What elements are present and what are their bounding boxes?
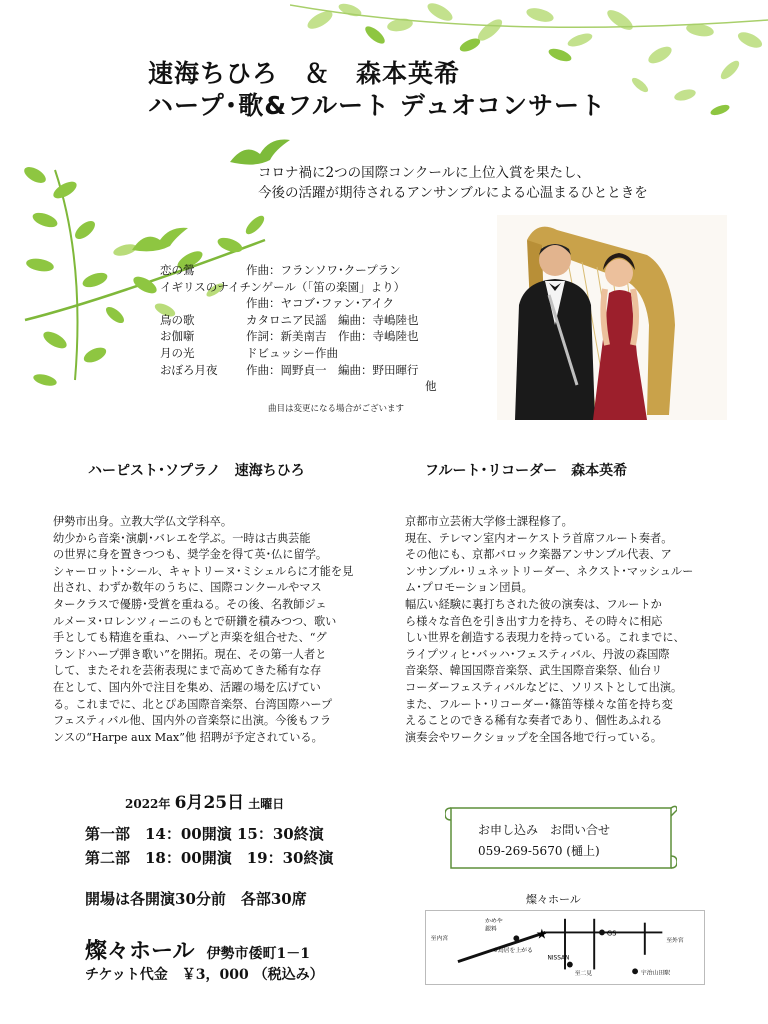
program-item: 月の光 ドビュッシー作曲 — [160, 345, 338, 360]
program-others: 他 — [425, 379, 437, 394]
bio-line: 伊勢市出身。立教大学仏文学科卒。 — [53, 515, 233, 528]
event-year: 2022年 — [125, 797, 171, 811]
bio-harpist — [53, 514, 383, 746]
bio-line: ム･プロモーション団員。 — [405, 581, 533, 595]
ticket-price: チケット代金 ￥3，000 （税込み） — [85, 967, 324, 983]
program-item: 鳥の歌 カタロニア民謡 編曲：寺嶋陸也 — [160, 312, 419, 327]
map-label: 至外宮 — [666, 938, 684, 945]
program-item: イギリスのナイチンゲール（「笛の楽園」より） — [160, 279, 406, 294]
bio-line: 演奏会やワークショップを全国各地で行っている。 — [405, 730, 663, 744]
venue-map — [425, 910, 705, 985]
venue-address: 伊勢市倭町1－1 — [206, 946, 311, 962]
bio-line: 現在、テレマン室内オーケストラ首席フルート奏者。 — [405, 531, 673, 545]
doors-open-info: 開場は各開演30分前 各部30席 — [85, 890, 307, 908]
performer-header-harpist: ハーピスト･ソプラノ 速海ちひろ — [88, 463, 305, 479]
map-label: 銀料 — [485, 926, 497, 933]
contact-label: お申し込み お問い合せ — [478, 823, 611, 837]
schedule — [85, 822, 334, 870]
bio-line: ランドハープ弾き歌い”を開拓。現在、その第一人者と — [53, 647, 327, 661]
bio-line: 出され、わずか数年のうちに、国際コンクールやマス — [53, 581, 322, 595]
bio-line: 京都市立芸術大学修士課程修了。 — [405, 515, 573, 528]
program-item: おぼろ月夜 作曲：岡野貞一 編曲：野田暉行 — [160, 362, 419, 377]
program-item: 作曲：ヤコブ･ファン･アイク — [246, 296, 395, 311]
star-icon: ★ — [535, 926, 549, 943]
contact-info — [478, 820, 610, 862]
bio-line: して、またそれを芸術表現にまで高めてきた稀有な存 — [53, 664, 322, 678]
bio-line: の世界に身を置きつつも、奨学金を得て英･仏に留学。 — [53, 548, 328, 562]
concert-title: ハープ･歌&フルート デュオコンサート — [148, 91, 607, 120]
bio-line: タークラスで優勝･受賞を重ねる。その後、名教師ジェ — [53, 597, 327, 611]
map-label: 至内宮 — [430, 936, 449, 943]
map-title: 燦々ホール — [526, 893, 581, 906]
program-change-note: 曲目は変更になる場合がございます — [268, 404, 405, 414]
bio-line: ンサンブル･リュネットリーダー、ネクスト･マッシュルー — [405, 564, 694, 578]
contact-phone[interactable]: 059-269-5670 (樋上) — [478, 844, 600, 858]
program-item: お伽噺 作詞：新美南吉 作曲：寺嶋陸也 — [160, 329, 419, 344]
bio-line: る。これまでに、北とぴあ国際音楽祭、台湾国際ハープ — [53, 697, 333, 711]
bio-line: 幅広い経験に裏打ちされた彼の演奏は、フルートか — [405, 597, 662, 611]
bio-line: その他にも、京都バロック楽器アンサンブル代表、ア — [405, 548, 672, 562]
map-label: かめや — [485, 918, 503, 925]
bio-line: しい世界を創造する表現力を持っている。これまでに、 — [405, 631, 685, 645]
bio-line: 手としても精進を重ね、ハープと声楽を組合せた、“グ — [53, 631, 327, 645]
bio-line: 幼少から音楽･演劇･バレエを学ぶ。一時は古典芸能 — [53, 531, 311, 545]
tagline — [258, 163, 648, 203]
bio-flutist — [405, 514, 725, 746]
bird-icon — [130, 222, 190, 257]
event-date — [125, 788, 284, 813]
bio-line: ら様々な音色を引き出す力を持ち、その時々に相応 — [405, 614, 663, 628]
schedule-part: 第二部 18：00開演 19：30終演 — [85, 849, 334, 867]
performer-header-flutist: フルート･リコーダー 森本英希 — [425, 463, 628, 479]
bio-line: 音楽祭、韓国国際音楽祭、武生国際音楽祭、仙台リ — [405, 664, 663, 678]
performers-photo — [497, 215, 727, 420]
venue — [85, 934, 310, 965]
bio-line: ルメーヌ･ロレンツィーニのもとで研鑽を積みつつ、歌い — [53, 614, 337, 628]
program-list — [160, 262, 437, 395]
program-item: 恋の鶯 作曲：フランソワ･クープラン — [160, 263, 401, 277]
bio-line: フェスティバル他、国内外の音楽祭に出演。今後もフラ — [53, 714, 332, 728]
bio-line: 在として、国内外で注目を集め、活躍の場を広げてい — [53, 680, 321, 694]
map-label: 至二見 — [574, 971, 593, 978]
map-label: NISSAN — [547, 955, 570, 962]
concert-performers-title: 速海ちひろ ＆ 森本英希 — [148, 59, 461, 88]
venue-name: 燦々ホール — [85, 938, 195, 964]
event-month: 6月 — [174, 793, 204, 813]
event-day: 25日 — [203, 793, 245, 813]
tagline-line: コロナ禍に2つの国際コンクールに上位入賞を果たし、 — [258, 165, 591, 181]
bio-line: えることのできる稀有な奏者であり、個性あふれる — [405, 714, 663, 728]
bio-line: シャーロット･シール、キャトリーヌ･ミシェルらに才能を見 — [53, 564, 354, 578]
bio-line: また、フルート･リコーダー･篠笛等様々な笛を持ち変 — [405, 697, 673, 711]
map-label: 宇治山田駅 — [640, 970, 671, 977]
map-label: GS — [606, 929, 617, 938]
event-weekday: 土曜日 — [248, 797, 285, 811]
tagline-line: 今後の活躍が期待されるアンサンブルによる心温まるひとときを — [258, 185, 648, 201]
bio-line: コーダーフェスティバルなどに、ソリストとして出演。 — [405, 680, 683, 694]
schedule-part: 第一部 14：00開演 15：30終演 — [85, 825, 324, 843]
bio-line: ライプツィヒ･バッハ･フェスティバル、丹波の森国際 — [405, 647, 670, 661]
map-label: ※鳥居を上がる — [492, 947, 533, 954]
bio-line: ンスの“Harpe aux Max”他 招聘が予定されている。 — [53, 730, 323, 744]
